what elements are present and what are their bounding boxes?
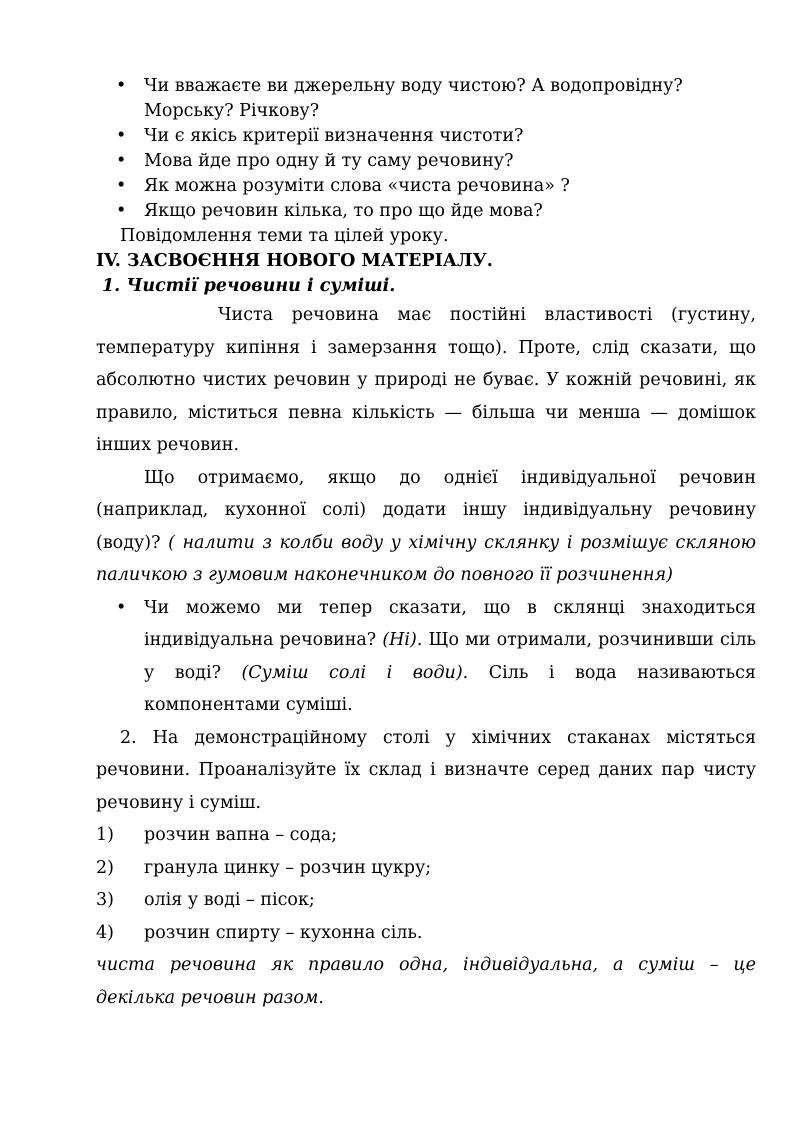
paragraph-experiment-text: Що отримаємо, якщо до однієї індивідуальної речовин (наприклад, кухонної солі) додати іншу індивідуальну речовину (воду)? <box>96 467 756 553</box>
question-part-2: Що ми отримали, розчинивши сіль у воді? <box>144 630 756 683</box>
experiment-instruction: ( налити з колби воду у хімічну склянку і розмішує скляною паличкою з гумовим наконечником до повного її розчинення) <box>96 532 756 585</box>
list-item: • Як можна розуміти слова «чиста речовина» ? <box>96 174 756 199</box>
list-item: • Чи є якісь критерії визначення чистоти? <box>96 124 756 149</box>
section-heading: IV. ЗАСВОЄННЯ НОВОГО МАТЕРІАЛУ. <box>96 251 493 271</box>
task-2-paragraph: 2. На демонстраційному столі у хімічних стаканах містяться речовини. Проаналізуйте їх склад і визначте серед даних пар чисту речовину і суміш. <box>96 727 756 813</box>
list-item: 4) розчин спирту – кухонна сіль. <box>96 922 423 943</box>
question-part-3: Сіль і вода називаються компонентами суміші. <box>144 662 756 715</box>
list-item: 2) гранула цинку – розчин цукру; <box>96 857 432 878</box>
subsection-heading: 1. Чистії речовини і суміші. <box>102 276 396 296</box>
answer-1: (Ні). <box>382 630 423 650</box>
list-item: • Мова йде про одну й ту саму речовину? <box>96 149 756 174</box>
bullet-question-text <box>144 592 756 722</box>
paragraph-pure-substance: Чиста речовина має постійні властивості (густину, температуру кипіння і замерзання тощо). Проте, слід сказати, що абсолютно чистих речовин у природі не буває. У кожній речовині, як правило, міститься певна кількість — більша чи менша — домішок інших речовин. <box>96 305 756 455</box>
list-item: • Чи вважаєте ви джерельну воду чистою? А водопровідну? Морську? Річкову? <box>96 74 756 124</box>
questions-list <box>96 74 756 224</box>
list-item: 1) розчин вапна – сода; <box>96 825 338 845</box>
list-item: • Якщо речовин кілька, то про що йде мова? <box>96 199 756 224</box>
bullet-dot: • <box>116 597 127 618</box>
paragraph-experiment <box>96 462 756 592</box>
list-item: 3) олія у воді – пісок; <box>96 890 315 910</box>
topic-announcement: Повідомлення теми та цілей уроку. <box>120 226 449 246</box>
document-page <box>96 74 756 1014</box>
pairs-list <box>96 819 756 949</box>
question-part-1: Чи можемо ми тепер сказати, що в склянці знаходиться індивідуальна речовина? <box>144 597 756 650</box>
conclusion: чиста речовина як правило одна, індивідуальна, а суміш – це декілька речовин разом. <box>96 955 756 1008</box>
answer-2: (Суміш солі і води). <box>241 662 469 683</box>
bullet-question <box>96 592 756 722</box>
